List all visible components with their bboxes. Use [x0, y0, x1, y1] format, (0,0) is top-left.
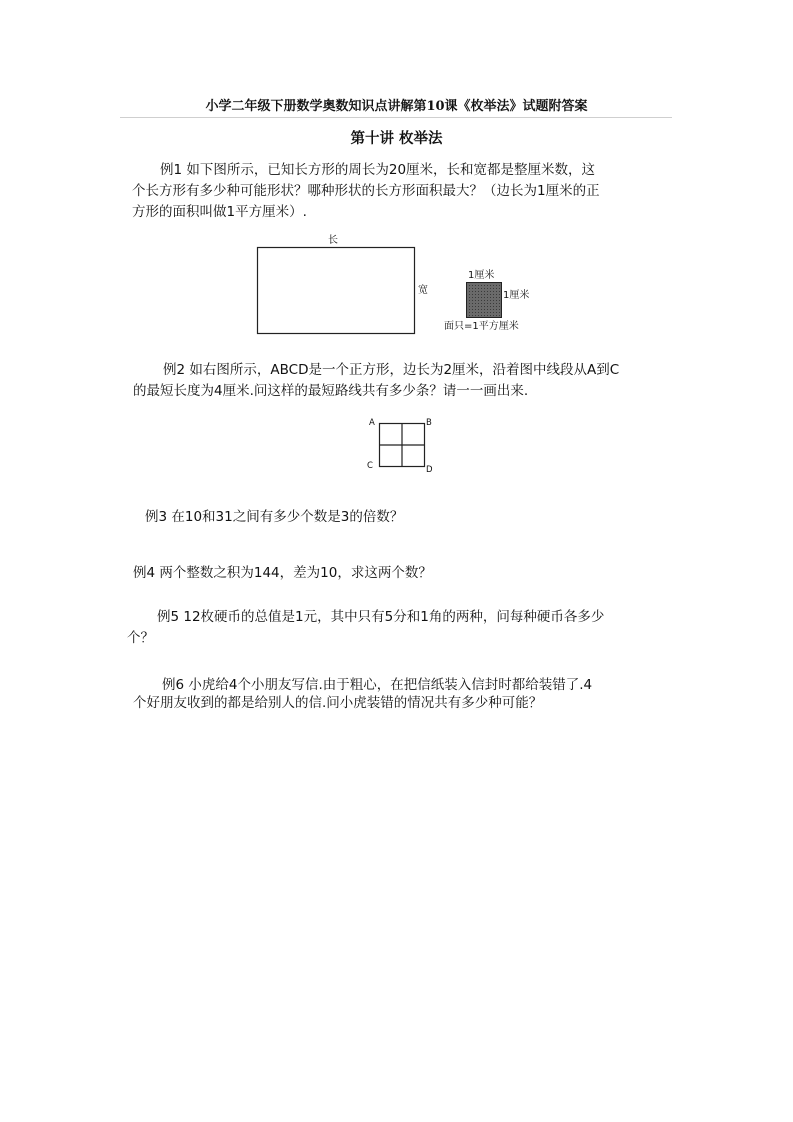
corner-a-label: A [369, 418, 375, 428]
corner-b-label: B [426, 418, 432, 428]
corner-c-label: C [367, 461, 373, 471]
lesson-title: 第十讲 枚举法 [350, 130, 443, 147]
length-label: 长 [328, 235, 338, 246]
header-divider [120, 117, 672, 118]
example-1-line-3: 方形的面积叫做1平方厘米）. [132, 204, 307, 220]
example-6-line-2: 个好朋友收到的都是给别人的信.问小虎装错的情况共有多少种可能？ [133, 695, 543, 711]
example-1-line-1: 例1 如下图所示，已知长方形的周长为20厘米，长和宽都是整厘米数，这 [160, 162, 596, 178]
example-6-line-1: 例6 小虎给4个小朋友写信.由于粗心，在把信纸装入信封时都给装错了.4 [162, 677, 593, 693]
unit-top-label: 1厘米 [468, 270, 495, 281]
example-5-line-1: 例5 12枚硬币的总值是1元，其中只有5分和1角的两种，问每种硬币各多少 [157, 609, 605, 625]
long-rectangle [258, 248, 415, 334]
example-4: 例4 两个整数之积为144，差为10，求这两个数？ [133, 565, 432, 581]
unit-side-label: 1厘米 [503, 290, 530, 301]
width-label: 宽 [418, 285, 428, 296]
unit-square [467, 283, 502, 318]
figure-square-grid [370, 415, 430, 475]
example-3: 例3 在10和31之间有多少个数是3的倍数？ [145, 509, 404, 525]
example-2-line-1: 例2 如右图所示，ABCD是一个正方形，边长为2厘米，沿着图中线段从A到C [163, 362, 620, 378]
example-5-line-2: 个？ [127, 630, 154, 646]
document-title: 小学二年级下册数学奥数知识点讲解第10课《枚举法》试题附答案 [205, 99, 588, 114]
area-caption: 面只=1平方厘米 [444, 321, 519, 332]
example-2-line-2: 的最短长度为4厘米.问这样的最短路线共有多少条？请一一画出来. [133, 383, 529, 399]
example-1-line-2: 个长方形有多少种可能形状？哪种形状的长方形面积最大？（边长为1厘米的正 [132, 183, 600, 199]
corner-d-label: D [426, 465, 433, 475]
